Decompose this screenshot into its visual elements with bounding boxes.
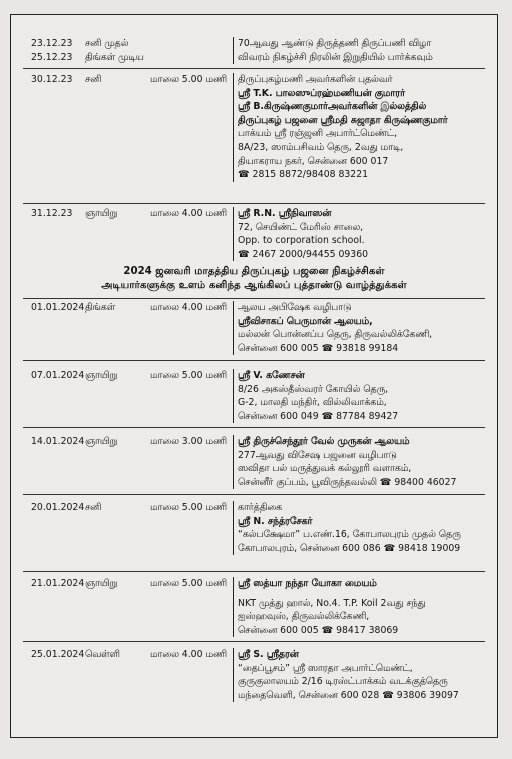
- entry-day: ஞாயிறு: [85, 208, 118, 219]
- entry-time: மாலை 4.00 மணி: [150, 649, 227, 660]
- entry-day: ஞாயிறு: [85, 370, 118, 381]
- entry-details: திருப்புகழ்மணி அவர்களின் புதல்வர் ஸ்ரீ T.K. பாலஸுப்ரஹ்மணியன் குமாரர் ஸ்ரீ B.கிருஷ்ணகுமார்அவர்களின் இல்லத்தில் திருப்புகழ் பஜனை ஸ்ரீமதி சுஜாதா கிருஷ்ணகுமார் பாக்யம் ஸ்ரீ ரஞ்ஜனி அபார்ட்மெண்ட், 8A/23, ஸாம்பசிவம் தெரு, 2வது மாடி, தியாகராய நகர், சென்னை 600 017 ☎ 2815 8872/98408 83221: [233, 73, 491, 182]
- entry-date: 14.01.2024: [31, 436, 85, 447]
- entry-details: ஸ்ரீ ஸத்யா நந்தா யோகா மையம் NKT முத்து ஹால், No.4. T.P. Koil 2வது சந்து ஐஸ்ஹவுஸ், திருவல்லிக்கேணி, சென்னை 600 005 ☎ 98417 38069: [233, 577, 491, 637]
- entry-date: 25.01.2024: [31, 649, 85, 660]
- separator: [23, 494, 485, 495]
- entry-time: மாலை 3.00 மணி: [150, 436, 227, 447]
- entry-date: 23.12.23 25.12.23: [31, 38, 73, 63]
- separator: [23, 571, 485, 572]
- entry-day: ஞாயிறு: [85, 436, 118, 447]
- entry-time: மாலை 5.00 மணி: [150, 370, 227, 381]
- separator: [23, 641, 485, 642]
- entry-details: ஸ்ரீ V. கணேசன் 8/26 அகஸ்தீஸ்வரர் கோயில் தெரு, G-2, மாலதி மந்திர், வில்லிவாக்கம், சென்னை 600 049 ☎ 87784 89427: [233, 369, 491, 423]
- entry-date: 07.01.2024: [31, 370, 85, 381]
- entry-date: 30.12.23: [31, 74, 73, 85]
- entry-day: வெள்ளி: [85, 649, 120, 660]
- entry-date: 01.01.2024: [31, 302, 85, 313]
- entry-time: மாலை 5.00 மணி: [150, 74, 227, 85]
- entry-date: 31.12.23: [31, 208, 73, 219]
- entry-day: ஞாயிறு: [85, 578, 118, 589]
- entry-details: ஸ்ரீ R.N. ஸ்ரீநிவாஸன் 72, செயிண்ட் மேரிஸ் சாலை, Opp. to corporation school. ☎ 2467 2000/94455 09360: [233, 207, 491, 261]
- entry-date: 20.01.2024: [31, 502, 85, 513]
- separator: [23, 203, 485, 204]
- entry-time: மாலை 4.00 மணி: [150, 302, 227, 313]
- separator: [23, 68, 485, 69]
- entry-details: ஸ்ரீ திருச்செந்தூர் வேல் முருகன் ஆலயம் 277ஆவது விசேஷ பஜனை வழிபாடு ஸவிதா பல் மருத்துவக் கல்லூரி வளாகம், சென்னீர் குப்பம், பூவிருந்தவல்லி ☎ 98400 46027: [233, 435, 491, 489]
- entry-day: சனி: [85, 502, 102, 513]
- entry-date: 21.01.2024: [31, 578, 85, 589]
- separator: [23, 427, 485, 428]
- entry-details: ஆலய அபிஷேக வழிபாடு ஸ்ரீவிசாகப் பெருமான் ஆலயம், மல்லன் பொன்னப்ப தெரு, திருவல்லிக்கேணி, சென்னை 600 005 ☎ 93818 99184: [233, 301, 491, 355]
- entry-time: மாலை 5.00 மணி: [150, 578, 227, 589]
- entry-day: சனி முதல் திங்கள் முடிய: [85, 38, 144, 63]
- separator: [23, 298, 485, 299]
- entry-details: ஸ்ரீ S. ஸ்ரீதரன் “தைப்பூசம்” ஸ்ரீ ஸாரதா அபார்ட்மெண்ட், குருகுலாலயம் 2/16 டிரஸ்ட்பாக்கம் வடக்குத்தெரு மந்தைவெளி, சென்னை 600 028 ☎ 93806 39097: [233, 648, 491, 702]
- section-heading: 2024 ஜனவரி மாதத்திய திருப்புகழ் பஜனை நிகழ்ச்சிகள் அடியார்களுக்கு உளம் கனிந்த ஆங்கிலப் புத்தாண்டு வாழ்த்துக்கள்: [101, 266, 407, 291]
- separator: [23, 360, 485, 361]
- entry-time: மாலை 4.00 மணி: [150, 208, 227, 219]
- entry-details: கார்த்திகை ஸ்ரீ N. சந்த்ரசேகர் “கல்பக்ஷேமா” ப.எண்.16, கோபாலபுரம் முதல் தெரு கோபாலபுரம், சென்னை 600 086 ☎ 98418 19009: [233, 501, 491, 555]
- entry-time: மாலை 5.00 மணி: [150, 502, 227, 513]
- entry-day: திங்கள்: [85, 302, 116, 313]
- entry-day: சனி: [85, 74, 102, 85]
- entry-details: 70ஆவது ஆண்டு திருத்தணி திருப்பணி விழா விவரம் நிகழ்ச்சி நிரலின் இறுதியில் பார்க்கவும்: [233, 37, 491, 64]
- schedule-page: [10, 14, 498, 738]
